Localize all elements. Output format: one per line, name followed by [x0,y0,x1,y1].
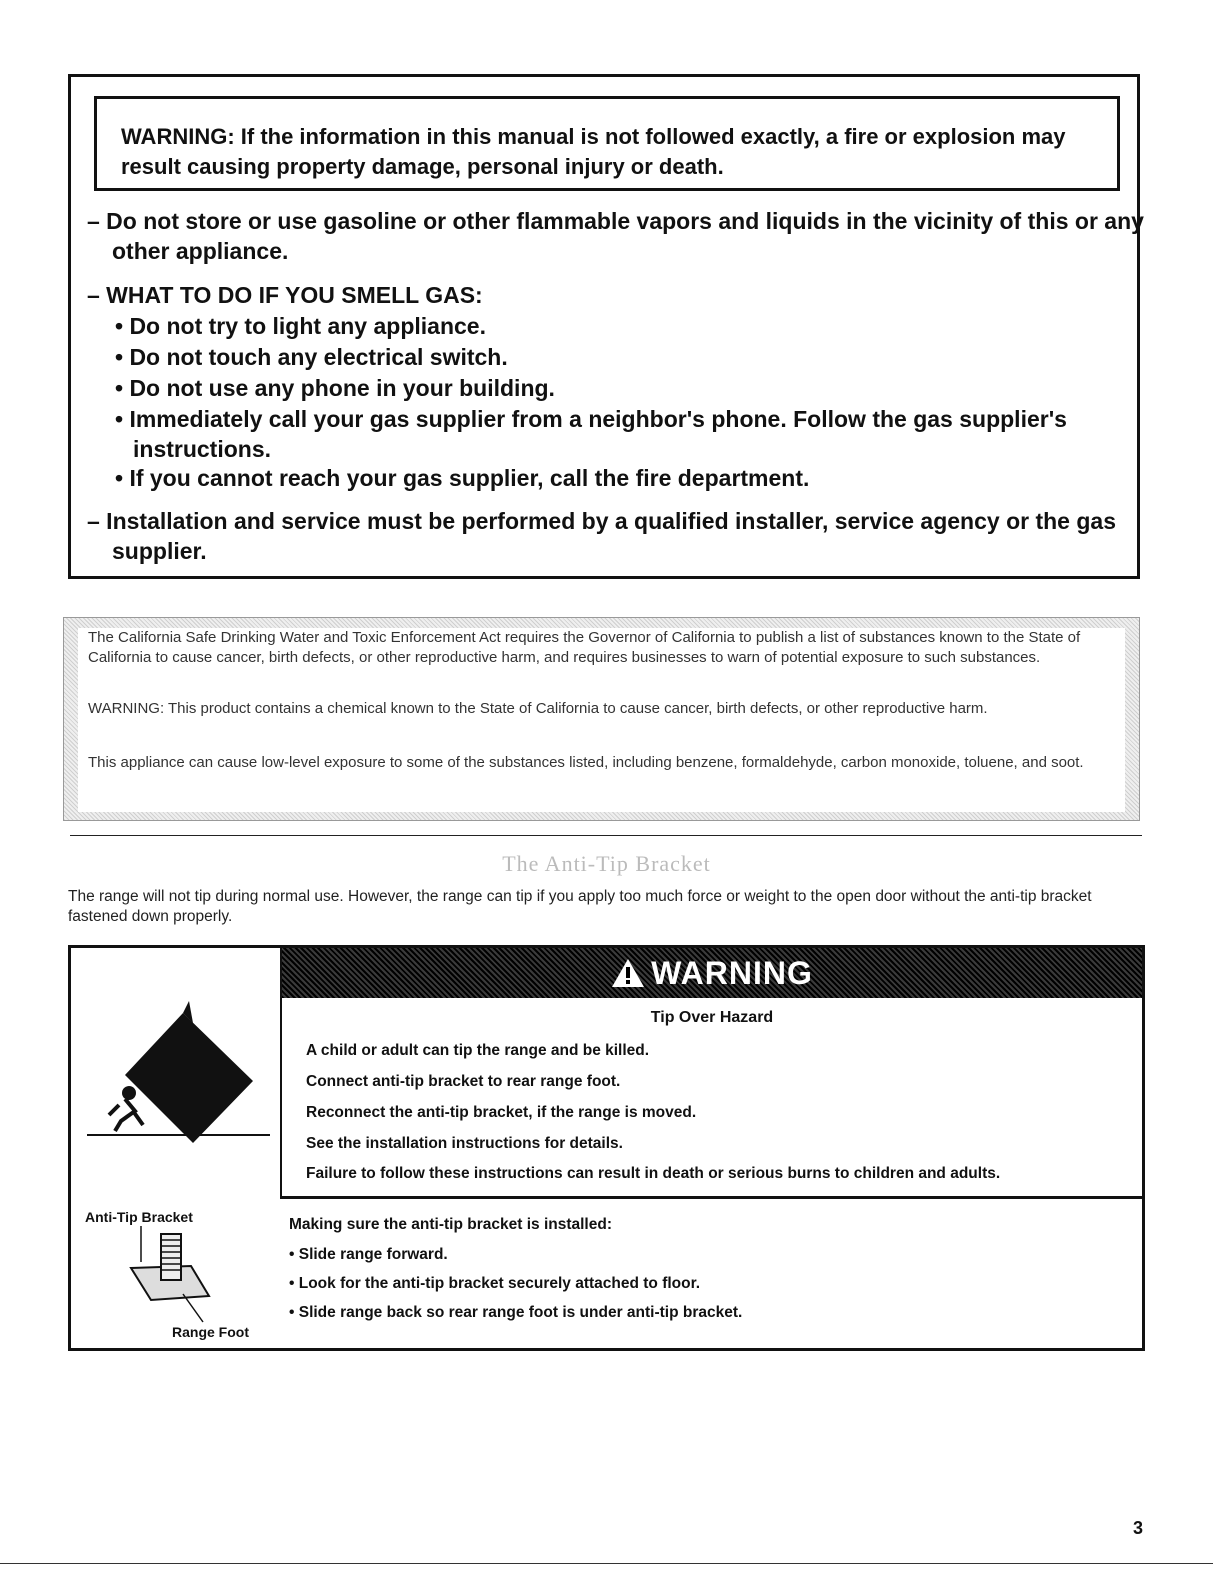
bullet-item: • Do not try to light any appliance. [115,313,486,339]
checklist-item: • Look for the anti-tip bracket securely attached to floor. [289,1275,701,1292]
checklist-heading: Making sure the anti-tip bracket is installed: [289,1216,612,1233]
prop65-warning-paragraph: WARNING: This product contains a chemical known to the State of California to cause cancer, birth defects, or other reproductive harm. [88,700,988,717]
range-foot-label: Range Foot [172,1324,249,1340]
prop65-notice [63,617,1140,821]
hazard-line: See the installation instructions for details. [306,1135,623,1152]
hazard-line: Failure to follow these instructions can result in death or serious burns to children and adults. [306,1165,1001,1182]
anti-tip-bracket-illustration [111,1226,221,1326]
anti-tip-bracket-label: Anti-Tip Bracket [85,1209,193,1225]
hazard-line: Connect anti-tip bracket to rear range foot. [306,1073,621,1090]
flammable-vapors-item: – Do not store or use gasoline or other flammable vapors and liquids in the vicinity of this or any other appliance. [87,208,1144,264]
alert-triangle-icon [611,958,645,988]
section-divider [70,835,1142,836]
tipping-range-illustration [85,993,275,1143]
checklist-item: • Slide range back so rear range foot is under anti-tip bracket. [289,1304,743,1321]
tip-over-warning-box [68,945,1145,1351]
warning-headline-box [94,96,1120,191]
smell-gas-heading: – WHAT TO DO IF YOU SMELL GAS: [87,282,483,308]
installation-item: – Installation and service must be performed by a qualified installer, service agency or the gas supplier. [87,508,1116,564]
section-title: The Anti-Tip Bracket [502,851,711,876]
hazard-line: Reconnect the anti-tip bracket, if the range is moved. [306,1104,697,1121]
row-divider [280,1196,1142,1199]
gas-warning-box [68,74,1144,579]
bullet-item: • Do not use any phone in your building. [115,375,555,401]
checklist-item: • Slide range forward. [289,1246,448,1263]
warning-banner [282,948,1142,998]
page-number: 3 [1133,1518,1144,1538]
warning-banner-text: WARNING [651,954,813,991]
hazard-title: Tip Over Hazard [650,1009,774,1026]
bullet-item: • Immediately call your gas supplier from a neighbor's phone. Follow the gas supplier's instructions. [115,406,1067,462]
prop65-content [78,628,1125,812]
prop65-paragraph: This appliance can cause low-level exposure to some of the substances listed, including benzene, formaldehyde, carbon monoxide, toluene, and soot. [88,754,1084,771]
bullet-item: • Do not touch any electrical switch. [115,344,508,370]
hazard-line: A child or adult can tip the range and be killed. [306,1042,650,1059]
section-intro: The range will not tip during normal use. However, the range can tip if you apply too much force or weight to the open door without the anti-tip bracket fastened down properly. [68,888,1092,925]
footer-rule [0,1563,1213,1564]
warning-headline: WARNING: If the information in this manual is not followed exactly, a fire or explosion may result causing property damage, personal injury or death. [121,124,1066,179]
bullet-item: • If you cannot reach your gas supplier, call the fire department. [115,465,810,491]
prop65-paragraph: The California Safe Drinking Water and Toxic Enforcement Act requires the Governor of California to publish a list of substances known to the State of California to cause cancer, birth defects, or other reproductive harm, and requires businesses to warn of potential exposure to such substances. [88,629,1081,666]
